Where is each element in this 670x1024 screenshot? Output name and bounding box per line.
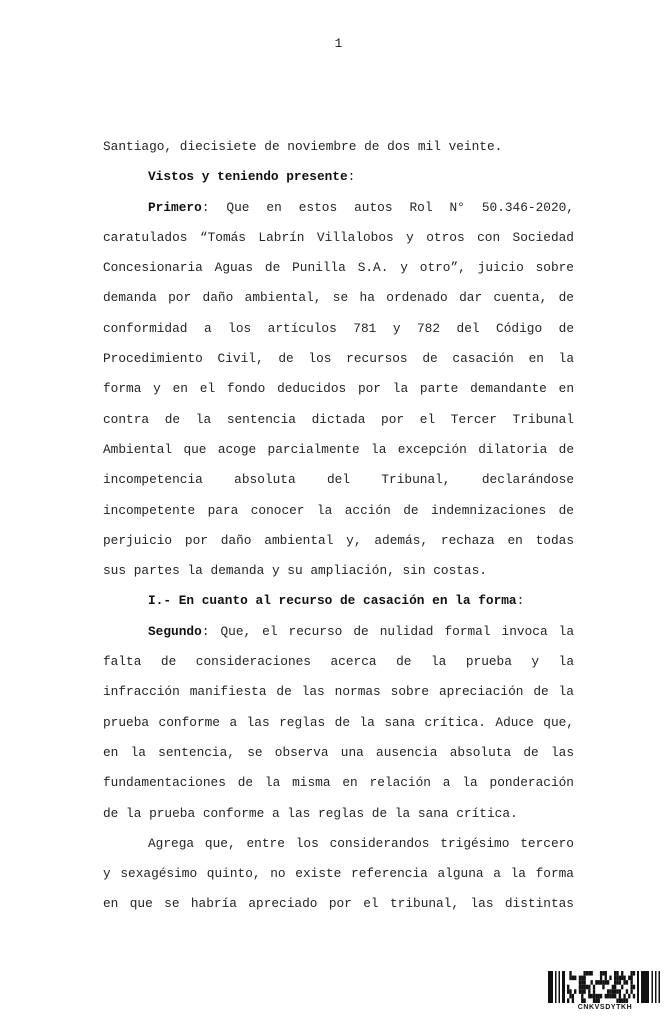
text-segment: Ambiental que acoge parcialmente la excepción dilatoria de <box>103 441 574 457</box>
text-line <box>103 556 574 586</box>
text-line <box>103 889 574 919</box>
text-line <box>103 677 574 707</box>
text-line <box>103 708 574 738</box>
text-line <box>103 223 574 253</box>
text-line <box>103 859 574 889</box>
text-segment: forma y en el fondo deducidos por la parte demandante en <box>103 381 574 397</box>
text-line <box>103 132 574 162</box>
text-line <box>103 193 574 223</box>
text-segment: falta de consideraciones acerca de la prueba y la <box>103 654 574 670</box>
text-segment: demanda por daño ambiental, se ha ordenado dar cuenta, de <box>103 290 574 306</box>
text-line <box>103 435 574 465</box>
bold-text-segment: Primero <box>148 199 202 215</box>
barcode-image <box>548 971 662 1003</box>
text-line <box>103 617 574 647</box>
text-segment: Agrega que, entre los considerandos trigésimo tercero <box>148 835 574 851</box>
text-segment: Santiago, diecisiete de noviembre de dos mil veinte. <box>103 139 503 154</box>
text-segment: infracción manifiesta de las normas sobre apreciación de la <box>103 684 574 700</box>
text-segment: de la prueba conforme a las reglas de la sana crítica. <box>103 805 518 821</box>
text-segment: : Que, el recurso de nulidad formal invoca la <box>201 623 574 639</box>
text-segment: : Que en estos autos Rol N° 50.346-2020, <box>201 199 574 215</box>
text-segment: Procedimiento Civil, de los recursos de casación en la <box>103 351 574 367</box>
text-line <box>103 647 574 677</box>
text-line <box>103 405 574 435</box>
text-line <box>103 314 574 344</box>
text-line <box>103 586 574 616</box>
text-line <box>103 283 574 313</box>
text-segment: y sexagésimo quinto, no existe referencia alguna a la forma <box>103 866 574 882</box>
text-line <box>103 253 574 283</box>
text-segment: prueba conforme a las reglas de la sana crítica. Aduce que, <box>103 714 574 730</box>
barcode <box>548 971 662 1011</box>
text-segment: fundamentaciones de la misma en relación a la ponderación <box>103 775 574 791</box>
text-line <box>103 465 574 495</box>
text-segment: conformidad a los artículos 781 y 782 del Código de <box>103 320 574 336</box>
text-segment: incompetencia absoluta del Tribunal, declarándose <box>103 472 574 488</box>
text-segment: caratulados “Tomás Labrín Villalobos y otros con Sociedad <box>103 229 574 245</box>
text-segment: contra de la sentencia dictada por el Tercer Tribunal <box>103 411 574 427</box>
text-segment: Concesionaria Aguas de Punilla S.A. y otro”, juicio sobre <box>103 260 574 276</box>
text-line <box>103 829 574 859</box>
bold-text-segment: Vistos y teniendo presente <box>148 169 348 185</box>
text-segment: incompetente para conocer la acción de indemnizaciones de <box>103 502 574 518</box>
text-line <box>103 162 574 192</box>
text-segment: : <box>516 593 525 609</box>
text-line <box>103 526 574 556</box>
text-line <box>103 496 574 526</box>
text-segment: en que se habría apreciado por el tribunal, las distintas <box>103 896 574 912</box>
barcode-label: CNKVSDYTKH <box>577 1004 633 1011</box>
text-segment: : <box>347 169 356 185</box>
document-body <box>103 132 574 920</box>
text-line <box>103 374 574 404</box>
bold-text-segment: Segundo <box>148 623 202 639</box>
text-line <box>103 344 574 374</box>
bold-text-segment: I.- En cuanto al recurso de casación en la forma <box>148 593 517 609</box>
text-segment: en la sentencia, se observa una ausencia absoluta de las <box>103 744 574 760</box>
text-line <box>103 768 574 798</box>
page-number: 1 <box>334 36 343 51</box>
text-line <box>103 738 574 768</box>
text-segment: perjuicio por daño ambiental y, además, rechaza en todas <box>103 532 574 548</box>
text-segment: sus partes la demanda y su ampliación, sin costas. <box>103 563 487 579</box>
text-line <box>103 799 574 829</box>
